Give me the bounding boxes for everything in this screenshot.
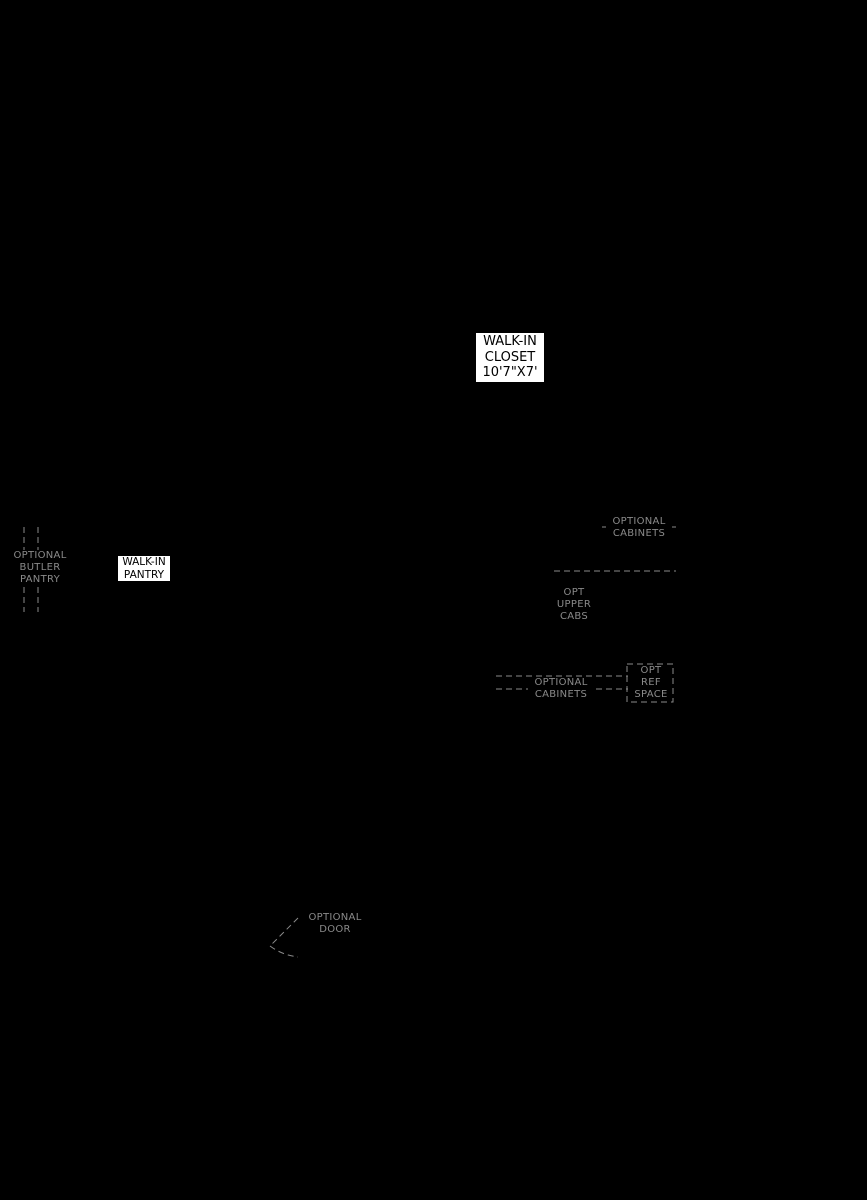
room-name-line2: CLOSET [484, 349, 536, 365]
note-line: OPTIONAL [308, 912, 362, 923]
door-swing-arc [270, 946, 298, 957]
note-line: UPPER [556, 599, 592, 610]
room-dimensions: 10'7"X7' [482, 365, 538, 381]
note-line: PANTRY [19, 574, 61, 585]
note-line: OPTIONAL [612, 516, 666, 527]
note-line: SPACE [634, 689, 668, 700]
door-leaf-dash [270, 918, 298, 946]
note-optional-door [300, 912, 370, 936]
room-name-line1: WALK-IN [122, 556, 166, 568]
note-line: OPT [640, 665, 662, 676]
room-name-line1: WALK-IN [483, 334, 537, 349]
note-opt-ref-space [630, 665, 672, 701]
note-line: OPT [563, 587, 585, 598]
note-line: CABINETS [612, 528, 666, 539]
note-optional-butler-pantry [8, 550, 72, 586]
note-line: REF [641, 677, 661, 688]
note-line: CABINETS [534, 689, 588, 700]
room-label-walk-in-closet [476, 333, 544, 382]
note-line: OPTIONAL [13, 550, 67, 561]
note-line: DOOR [319, 924, 351, 935]
note-optional-cabinets-bottom [528, 677, 594, 701]
room-name-line2: PANTRY [123, 568, 165, 581]
note-line: CABS [559, 611, 589, 622]
note-optional-cabinets-top [606, 516, 672, 540]
room-label-walk-in-pantry [118, 556, 170, 581]
note-line: BUTLER [19, 562, 61, 573]
note-line: OPTIONAL [534, 677, 588, 688]
note-opt-upper-cabs [550, 587, 598, 623]
